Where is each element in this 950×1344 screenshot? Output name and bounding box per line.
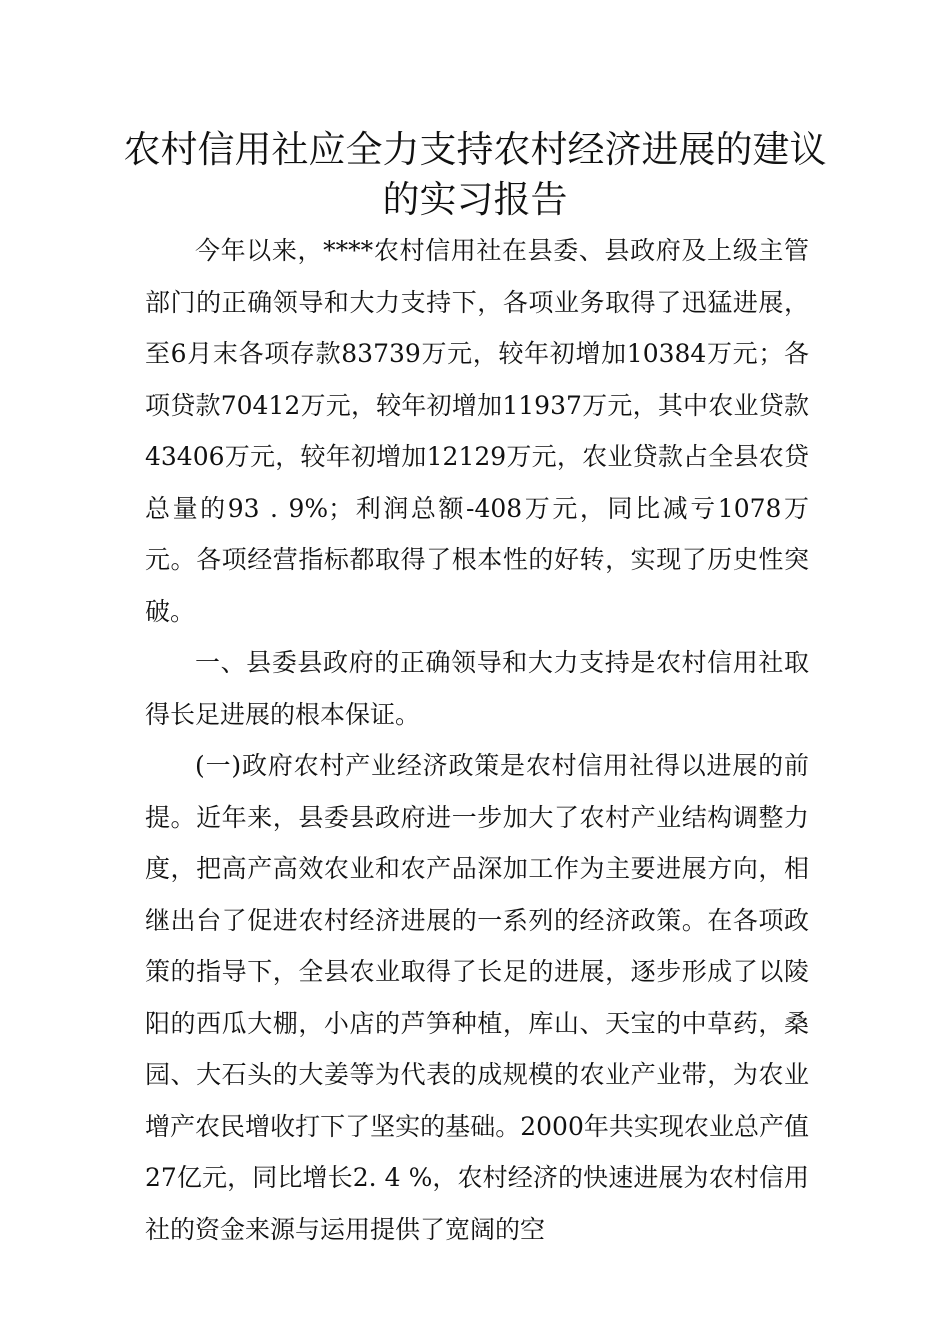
paragraph-intro: 今年以来，****农村信用社在县委、县政府及上级主管部门的正确领导和大力支持下，各项业务取得了迅猛进展，至6月末各项存款83739万元，较年初增加10384万元；各项贷款70412万元，较年初增加11937万元，其中农业贷款43406万元，较年初增加12129万元，农业贷款占全县农贷总量的93 . 9%；利润总额-408万元，同比减亏1078万元。各项经营指标都取得了根本性的好转，实现了历史性突破。 [145, 236, 809, 626]
paragraph-subsection-one: (一)政府农村产业经济政策是农村信用社得以进展的前提。近年来，县委县政府进一步加大了农村产业结构调整力度，把高产高效农业和农产品深加工作为主要进展方向，相继出台了促进农村经济进展的一系列的经济政策。在各项政策的指导下，全县农业取得了长足的进展，逐步形成了以陵阳的西瓜大棚，小店的芦笋种植，库山、天宝的中草药，桑园、大石头的大姜等为代表的成规模的农业产业带，为农业增产农民增收打下了坚实的基础。2000年共实现农业总产值27亿元，同比增长2. 4 %，农村经济的快速进展为农村信用社的资金来源与运用提供了宽阔的空 [145, 751, 809, 1244]
document-body [145, 225, 809, 1255]
document-title: 农村信用社应全力支持农村经济进展的建议的实习报告 [123, 128, 827, 221]
paragraph-section-one: 一、县委县政府的正确领导和大力支持是农村信用社取得长足进展的根本保证。 [145, 648, 809, 729]
